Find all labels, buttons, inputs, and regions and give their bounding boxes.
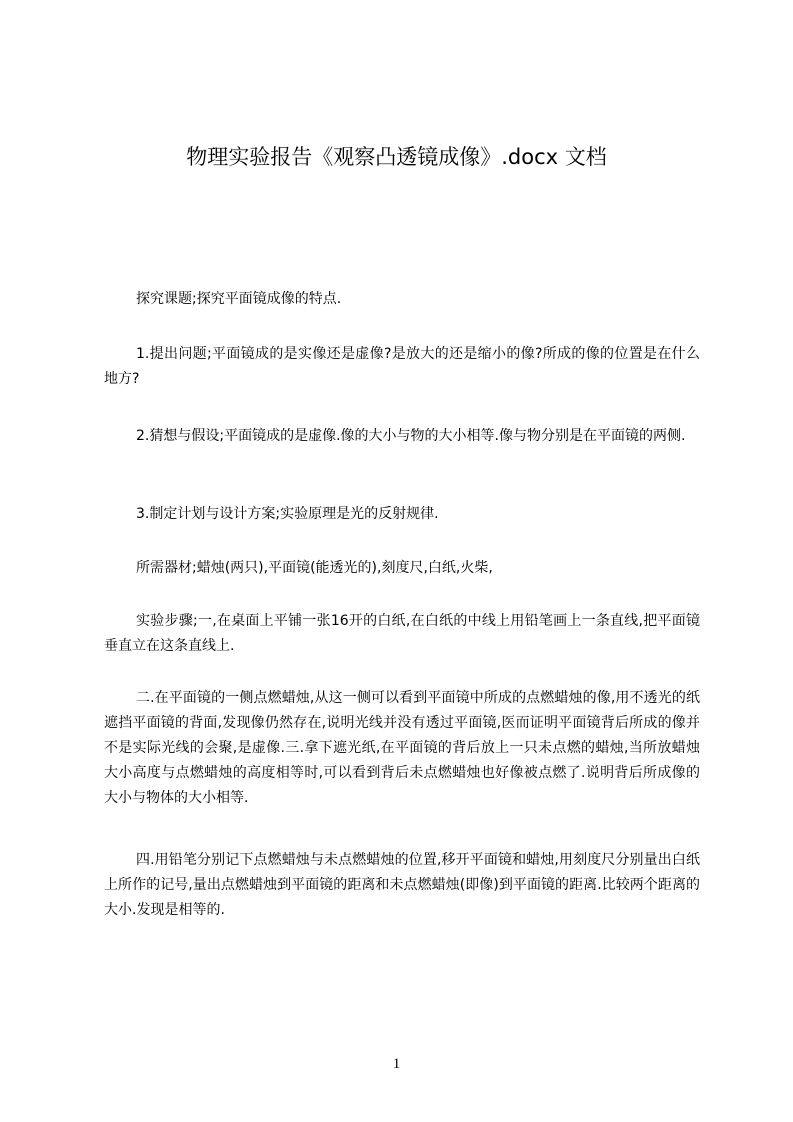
page-number: 1 — [392, 1056, 401, 1072]
paragraph-step-two-three: 二.在平面镜的一侧点燃蜡烛,从这一侧可以看到平面镜中所成的点燃蜡烛的像,用不透光的纸遮挡平面镜的背面,发现像仍然存在,说明光线并没有透过平面镜,医而证明平面镜背后所成的像并不是实际光线的会聚,是虚像.三.拿下遮光纸,在平面镜的背后放上一只未点燃的蜡烛,当所放蜡烛大小高度与点燃蜡烛的高度相等时,可以看到背后未点燃蜡烛也好像被点燃了.说明背后所成像的大小与物体的大小相等. — [104, 690, 700, 806]
document-title: 物理实验报告《观察凸透镜成像》.docx 文档 — [186, 145, 607, 169]
paragraph-topic: 探究课题;探究平面镜成像的特点. — [136, 291, 342, 307]
paragraph-question: 1.提出问题;平面镜成的是实像还是虚像?是放大的还是缩小的像?所成的像的位置是在什么地方? — [104, 346, 700, 387]
paragraph-hypothesis: 2.猜想与假设;平面镜成的是虚像.像的大小与物的大小相等.像与物分别是在平面镜的两侧. — [136, 428, 686, 444]
paragraph-step-one: 实验步骤;一,在桌面上平铺一张16开的白纸,在白纸的中线上用铅笔画上一条直线,把平面镜垂直立在这条直线上. — [104, 613, 700, 654]
paragraph-step-four: 四.用铅笔分别记下点燃蜡烛与未点燃蜡烛的位置,移开平面镜和蜡烛,用刻度尺分别量出白纸上所作的记号,量出点燃蜡烛到平面镜的距离和未点燃蜡烛(即像)到平面镜的距离.比较两个距离的大小.发现是相等的. — [104, 852, 700, 918]
paragraph-materials: 所需器材;蜡烛(两只),平面镜(能透光的),刻度尺,白纸,火柴, — [136, 560, 493, 576]
paragraph-plan: 3.制定计划与设计方案;实验原理是光的反射规律. — [136, 506, 439, 522]
